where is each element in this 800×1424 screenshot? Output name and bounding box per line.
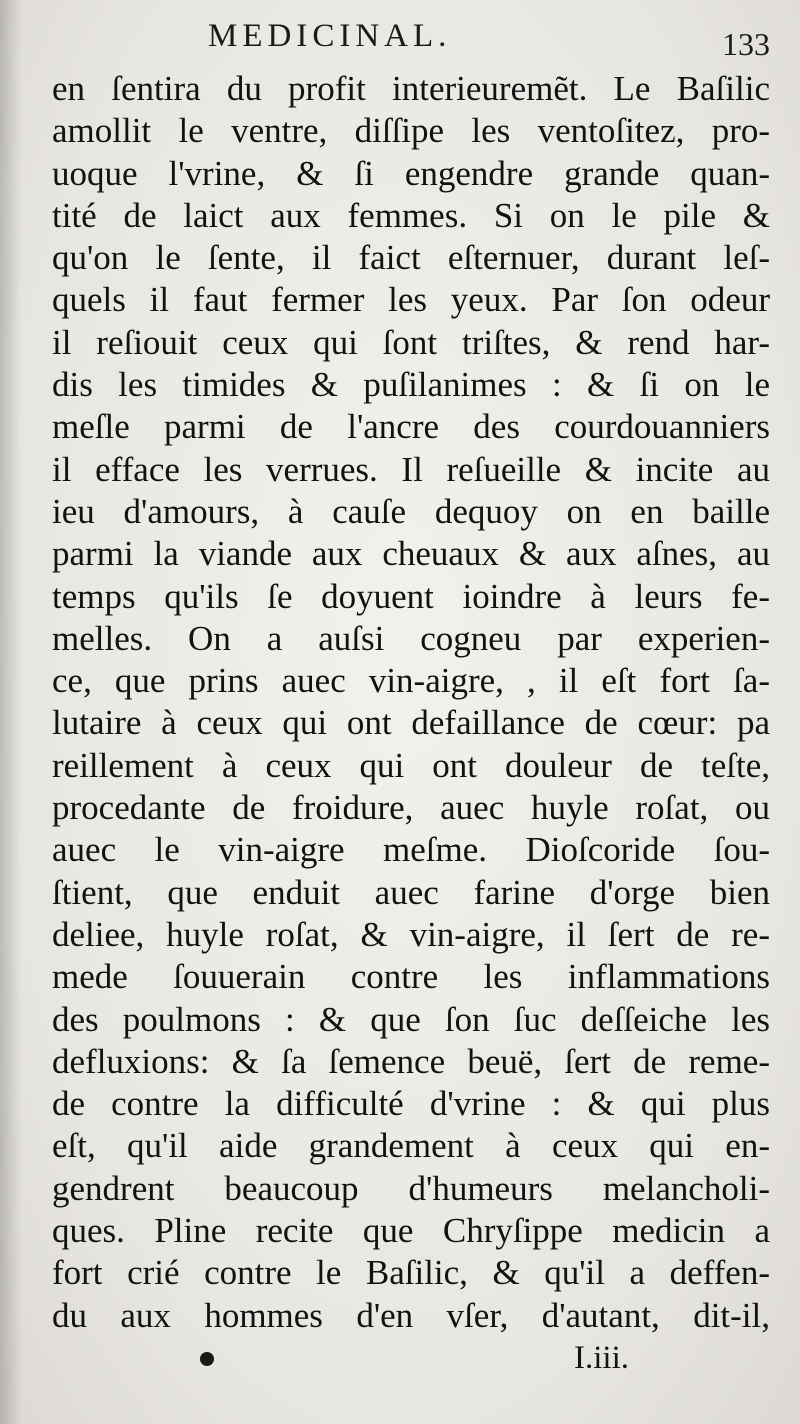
body-text: [52, 68, 770, 1337]
page-footer: [0, 1336, 800, 1386]
text-line: des poulmons : & que ſon ſuc deſſeiche les: [52, 999, 770, 1039]
text-line: melles. On a auſsi cogneu par experien-: [52, 618, 770, 658]
text-line: lutaire à ceux qui ont defaillance de cœur: pa: [52, 703, 770, 743]
text-line: mede ſouuerain contre les inflammations: [52, 957, 770, 997]
text-line: temps qu'ils ſe doyuent ioindre à leurs fe-: [52, 576, 770, 616]
text-line: defluxions: & ſa ſemence beuë, ſert de reme-: [52, 1041, 770, 1081]
text-line: procedante de froidure, auec huyle roſat, ou: [52, 788, 770, 828]
text-line: parmi la viande aux cheuaux & aux aſnes, au: [52, 534, 770, 574]
text-line: il efface les verrues. Il reſueille & incite au: [52, 449, 770, 489]
text-line: ques. Pline recite que Chryſippe medicin a: [52, 1211, 770, 1251]
text-line: ieu d'amours, à cauſe dequoy on en baille: [52, 491, 770, 531]
page-edge-shadow: [0, 0, 22, 1424]
text-line: qu'on le ſente, il faict eſternuer, durant leſ-: [52, 238, 770, 278]
text-line: il reſiouit ceux qui ſont triſtes, & rend har-: [52, 322, 770, 362]
text-line: fort crié contre le Baſilic, & qu'il a deffen-: [52, 1253, 770, 1293]
text-line: quels il faut fermer les yeux. Par ſon odeur: [52, 280, 770, 320]
text-line: dis les timides & puſilanimes : & ſi on le: [52, 365, 770, 405]
text-line: reillement à ceux qui ont douleur de teſte,: [52, 745, 770, 785]
page-header: [0, 14, 800, 64]
running-title: MEDICINAL.: [208, 18, 452, 54]
text-line: gendrent beaucoup d'humeurs melancholi-: [52, 1168, 770, 1208]
text-line: auec le vin-aigre meſme. Dioſcoride ſou-: [52, 830, 770, 870]
text-line: meſle parmi de l'ancre des courdouanniers: [52, 407, 770, 447]
text-line: en ſentira du profit interieuremẽt. Le Baſilic: [52, 69, 770, 108]
page-number: 133: [722, 26, 770, 62]
bullet-mark: [200, 1352, 214, 1366]
signature-mark: I.iii.: [574, 1340, 629, 1376]
text-line: amollit le ventre, diſſipe les ventoſitez, pro-: [52, 111, 770, 151]
text-line: uoque l'vrine, & ſi engendre grande quan-: [52, 153, 770, 193]
text-line: ce, que prins auec vin-aigre, , il eſt fort ſa-: [52, 661, 770, 701]
text-line: du aux hommes d'en vſer, d'autant, dit-il,: [52, 1295, 770, 1335]
text-line: deliee, huyle roſat, & vin-aigre, il ſert de re-: [52, 914, 770, 954]
text-line: de contre la difficulté d'vrine : & qui plus: [52, 1084, 770, 1124]
text-line: tité de laict aux femmes. Si on le pile &: [52, 195, 770, 235]
text-line: ſtient, que enduit auec farine d'orge bien: [52, 872, 770, 912]
text-line: eſt, qu'il aide grandement à ceux qui en-: [52, 1126, 770, 1166]
